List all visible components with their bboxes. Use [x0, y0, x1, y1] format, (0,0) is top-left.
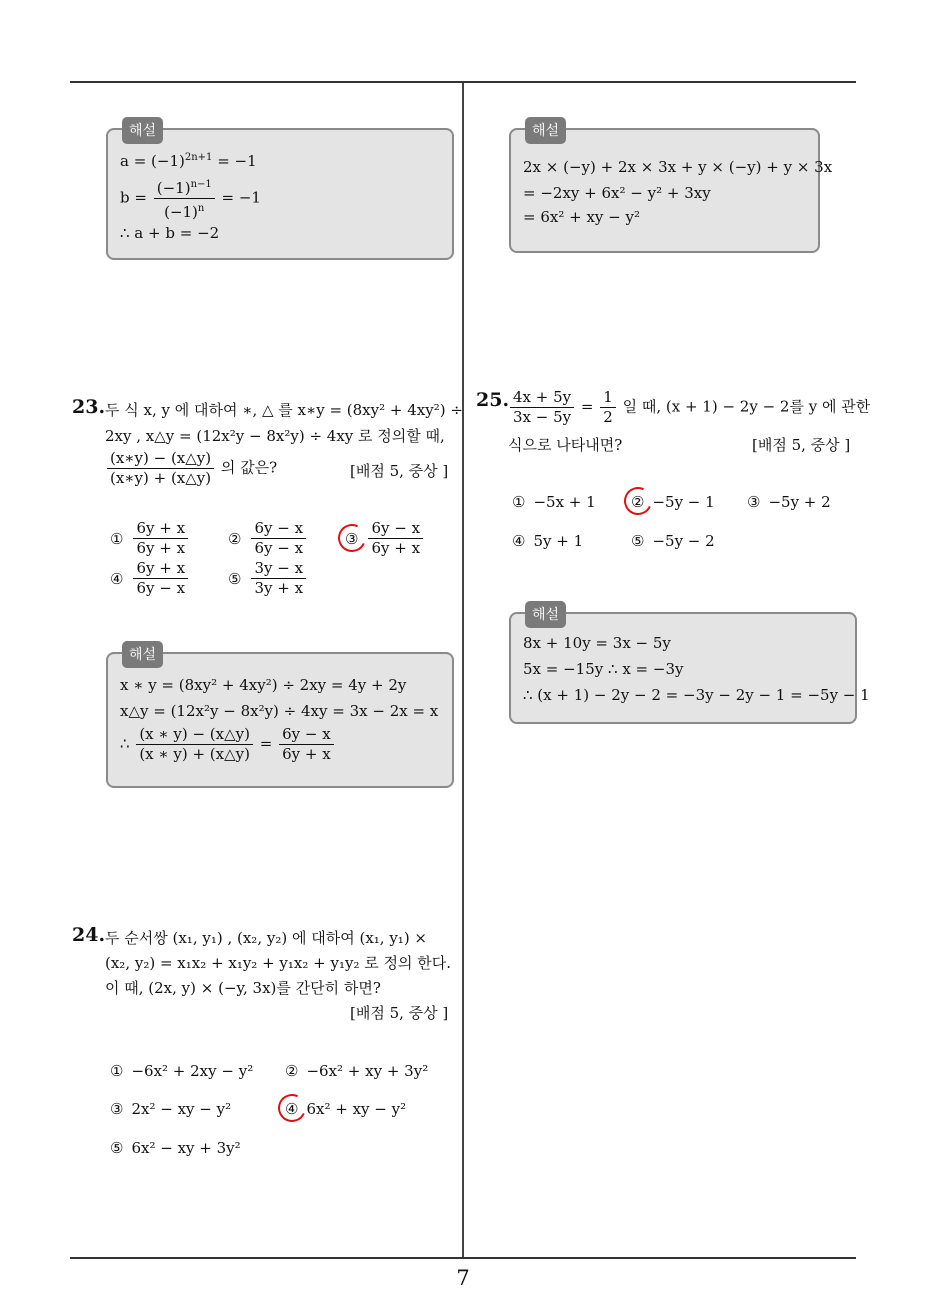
- answer-circle-mark: [334, 520, 370, 556]
- solution-line-3: ∴ a + b = −2: [120, 224, 220, 242]
- answer-circle-mark: [274, 1090, 310, 1126]
- q25-choice-5[interactable]: ⑤ −5y − 2: [631, 532, 715, 550]
- solution-line-1: 8x + 10y = 3x − 5y: [523, 634, 671, 652]
- question-25-line-2: 식으로 나타내면?: [508, 436, 623, 454]
- fraction: $\frac{1}{2}$: [600, 389, 616, 426]
- fraction: $\frac{6y - x}{6y + x}$: [279, 726, 334, 763]
- column-divider: [462, 83, 464, 1257]
- solution-line-3: = 6x² + xy − y²: [523, 208, 640, 226]
- question-23-meta: [배점 5, 중상 ]: [350, 462, 449, 480]
- question-24-meta: [배점 5, 중상 ]: [350, 1004, 449, 1022]
- question-25-meta: [배점 5, 중상 ]: [752, 436, 851, 454]
- page-number: 7: [456, 1266, 470, 1290]
- answer-circle-mark: [620, 483, 656, 519]
- question-23-line-2: 2xy , x△y = (12x²y − 8x²y) ÷ 4xy 로 정의할 때,: [105, 427, 445, 445]
- q23-choice-3[interactable]: ③ $\frac{6y - x}{6y + x}$: [345, 520, 425, 557]
- q25-choice-3[interactable]: ③ −5y + 2: [747, 493, 831, 511]
- solution-line-3: ∴ (x + 1) − 2y − 2 = −3y − 2y − 1 = −5y − 1: [523, 686, 870, 704]
- solution-box-24: [509, 123, 833, 253]
- fraction: $\frac{(x∗y) - (x\triangle y)}{(x∗y) + (x\triangle y)}$: [107, 450, 214, 487]
- q24-choice-4[interactable]: ④ 6x² + xy − y²: [285, 1100, 406, 1118]
- fraction: $\frac{4x + 5y}{3x - 5y}$: [510, 389, 574, 426]
- q25-choice-2[interactable]: ② −5y − 1: [631, 493, 715, 511]
- question-23-number: 23.: [72, 396, 106, 418]
- solution-label: 해설: [525, 117, 566, 144]
- q23-choice-2[interactable]: ② $\frac{6y - x}{6y - x}$: [228, 520, 308, 557]
- solution-line-1: $a = (-1)^{2n+1} = -1$: [120, 152, 257, 170]
- fraction: $\frac{(-1)^{n-1}}{(-1)^n}$: [154, 176, 215, 221]
- question-23-line-3: $\frac{(x∗y) - (x\triangle y)}{(x∗y) + (x\triangle y)}$ 의 값은?: [105, 450, 277, 487]
- solution-line-2: = −2xy + 6x² − y² + 3xy: [523, 184, 711, 202]
- question-24-line-1: 두 순서쌍 (x₁, y₁) , (x₂, y₂) 에 대하여 (x₁, y₁) ×: [105, 929, 428, 947]
- q25-choice-4[interactable]: ④ 5y + 1: [512, 532, 584, 550]
- solution-box-23: [106, 647, 454, 788]
- question-23-line-1: 두 식 x, y 에 대하여 ∗, △ 를 x∗y = (8xy² + 4xy²) ÷: [105, 401, 463, 419]
- bottom-rule: [70, 1257, 856, 1259]
- solution-box-prev: [106, 123, 454, 260]
- q24-choice-3[interactable]: ③ 2x² − xy − y²: [110, 1100, 232, 1118]
- fraction: $\frac{(x ∗ y) - (x\triangle y)}{(x ∗ y) + (x\triangle y)}$: [136, 726, 253, 763]
- q23-choice-1[interactable]: ① $\frac{6y + x}{6y + x}$: [110, 520, 190, 557]
- q24-choice-5[interactable]: ⑤ 6x² − xy + 3y²: [110, 1139, 241, 1157]
- q23-choice-4[interactable]: ④ $\frac{6y + x}{6y - x}$: [110, 560, 190, 597]
- solution-label: 해설: [122, 641, 163, 668]
- solution-line-2: b = $\frac{(-1)^{n-1}}{(-1)^n}$ = −1: [120, 176, 261, 221]
- question-24-number: 24.: [72, 924, 106, 946]
- question-25-number: 25.: [476, 389, 510, 411]
- solution-label: 해설: [525, 601, 566, 628]
- q25-choice-1[interactable]: ① −5x + 1: [512, 493, 596, 511]
- solution-line-2: x△y = (12x²y − 8x²y) ÷ 4xy = 3x − 2x = x: [120, 702, 439, 720]
- solution-line-2: 5x = −15y ∴ x = −3y: [523, 660, 684, 678]
- q24-choice-1[interactable]: ① −6x² + 2xy − y²: [110, 1062, 254, 1080]
- question-24-line-3: 이 때, (2x, y) × (−y, 3x)를 간단히 하면?: [105, 979, 381, 997]
- solution-line-1: 2x × (−y) + 2x × 3x + y × (−y) + y × 3x: [523, 158, 833, 176]
- q23-choice-5[interactable]: ⑤ $\frac{3y - x}{3y + x}$: [228, 560, 308, 597]
- solution-line-3: ∴ $\frac{(x ∗ y) - (x\triangle y)}{(x ∗ y) + (x\triangle y)}$ = $\frac{6y - x}{6y + x}$: [120, 726, 336, 763]
- solution-label: 해설: [122, 117, 163, 144]
- solution-box-25: [509, 607, 870, 724]
- solution-line-1: x ∗ y = (8xy² + 4xy²) ÷ 2xy = 4y + 2y: [120, 676, 407, 694]
- question-25-line-1: $\frac{4x + 5y}{3x - 5y}$ = $\frac{1}{2}$ 일 때, (x + 1) − 2y − 2를 y 에 관한: [508, 389, 870, 426]
- question-24-line-2: (x₂, y₂) = x₁x₂ + x₁y₂ + y₁x₂ + y₁y₂ 로 정의 한다.: [105, 954, 451, 972]
- q24-choice-2[interactable]: ② −6x² + xy + 3y²: [285, 1062, 429, 1080]
